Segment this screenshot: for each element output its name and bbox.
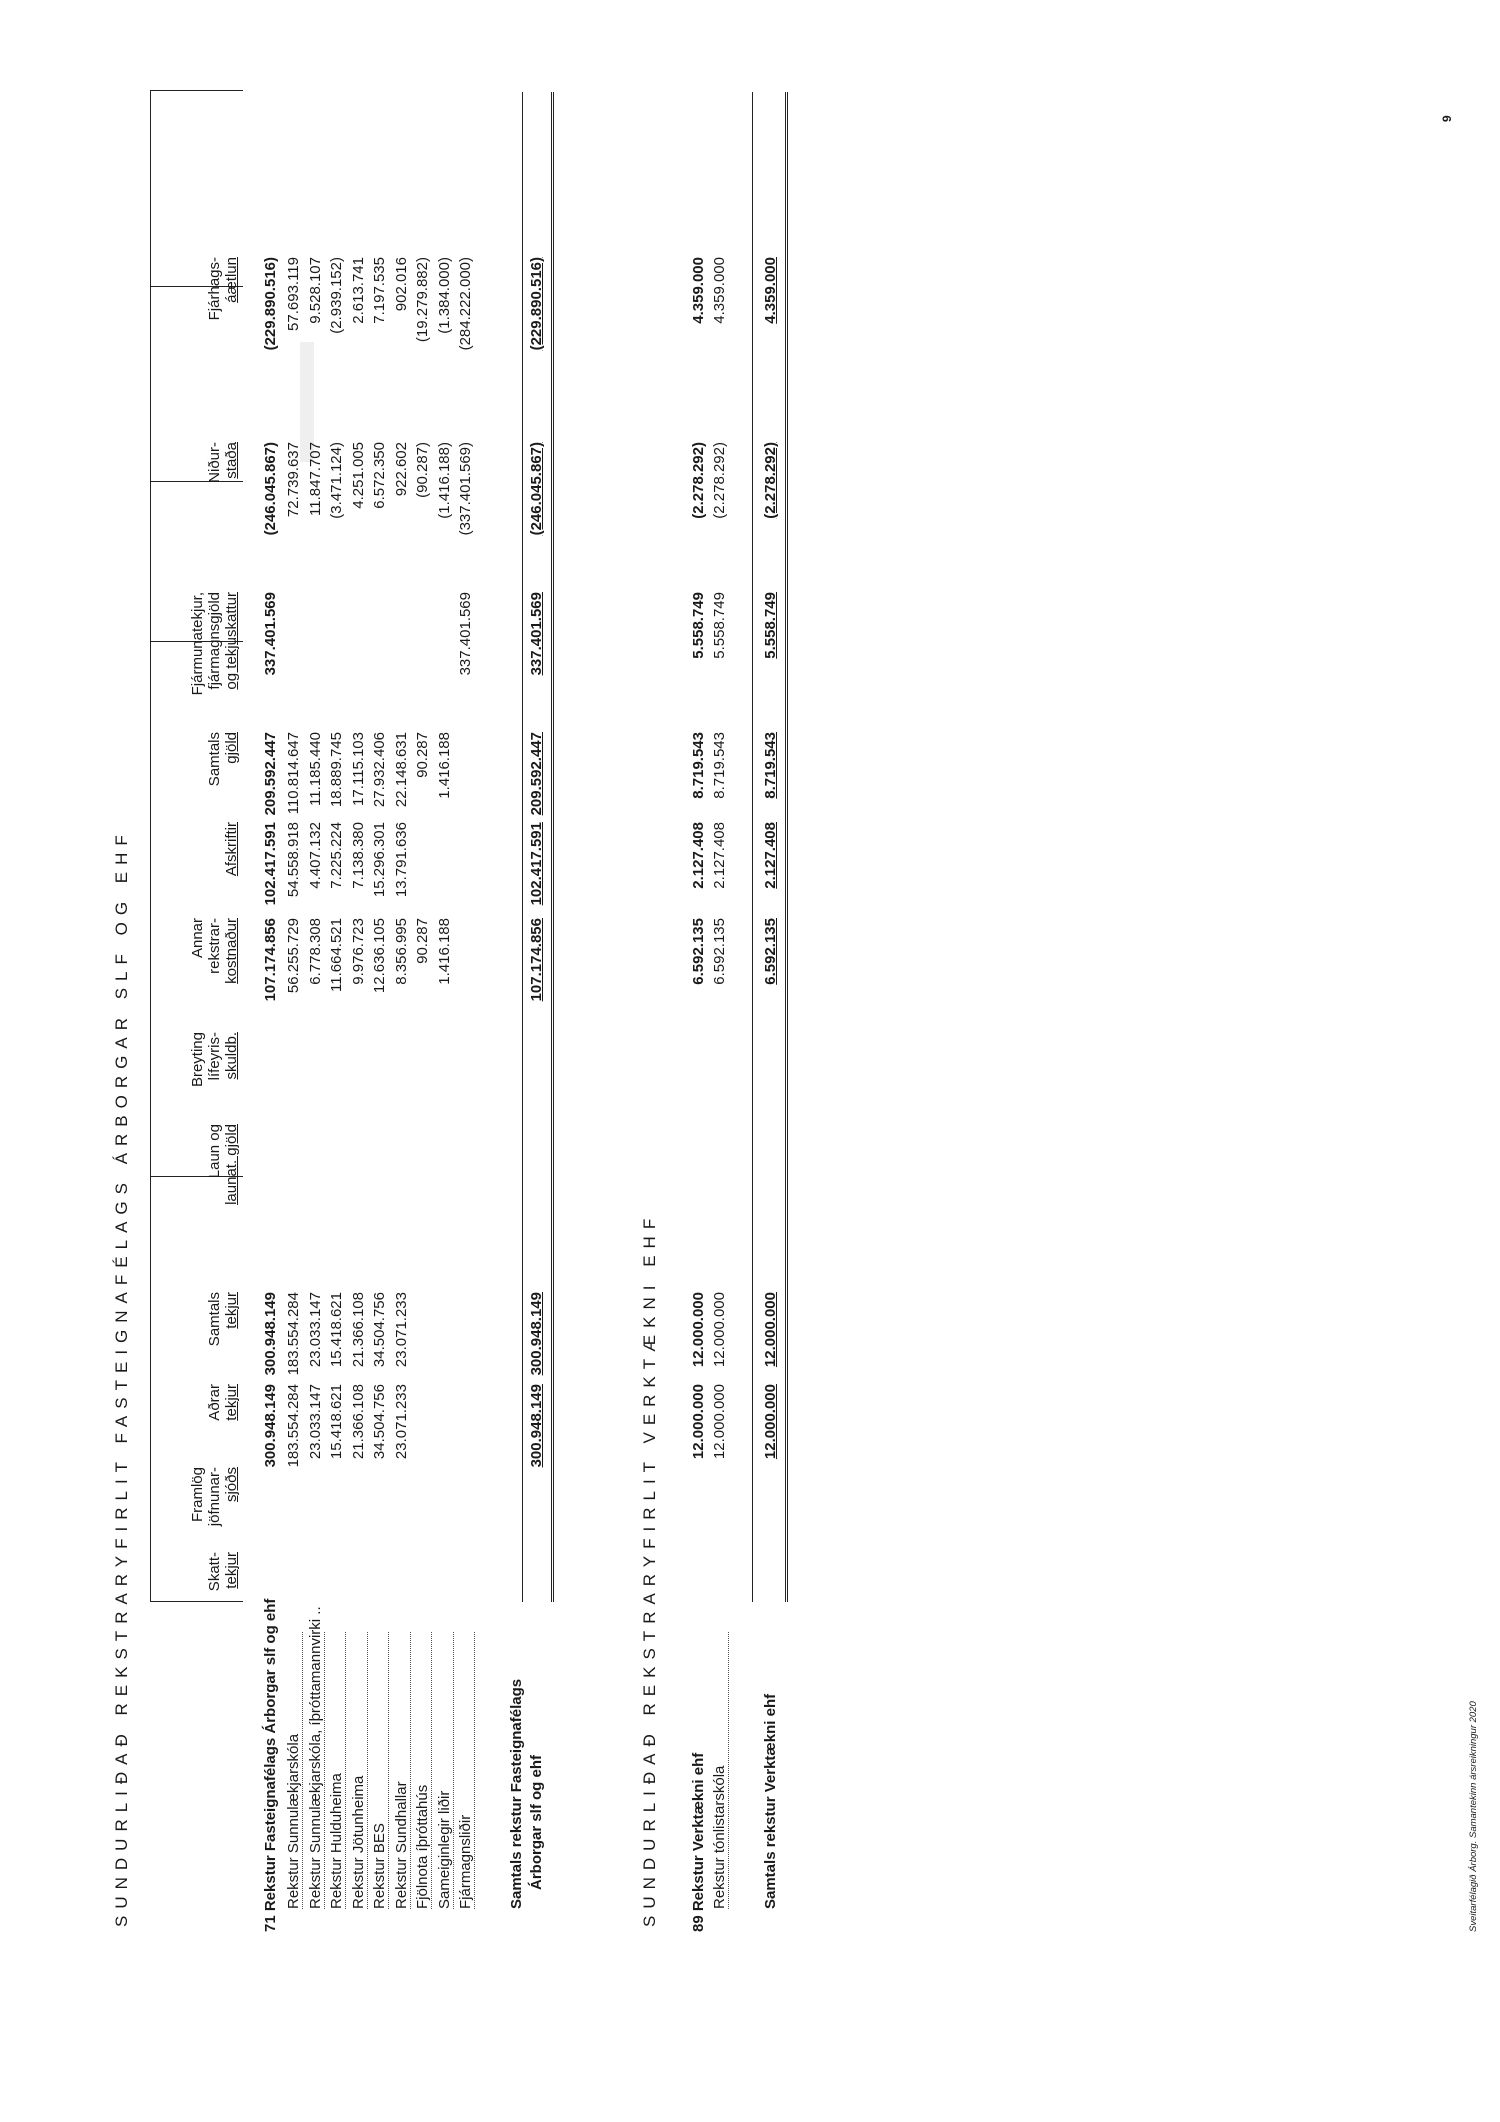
value-cell: 23.033.147 [306,1384,324,1460]
column-header-line: Annar [189,918,206,959]
value-cell: 107.174.856 [262,918,279,1002]
value-cell: 54.558.918 [285,822,302,898]
column-header-line: tekjur [223,1552,240,1589]
row-label: Rekstur Sunnulækjarskóla [285,1632,303,1909]
value-cell: 6.778.308 [306,918,324,985]
row-label: 71 Rekstur Fasteignafélags Árborgar slf og ehf [262,1598,279,1932]
value-cell: 2.127.408 [690,822,707,889]
value-cell: 15.418.621 [328,1292,345,1368]
section-title-fasteignafelag: SUNDURLIÐAÐ REKSTRARYFIRLIT FASTEIGNAFÉLAGS ÁRBORGAR SLF OG EHF [112,828,131,1927]
value-cell: 12.000.000 [690,1292,707,1368]
row-label: Fjármagnsliðir [457,1632,475,1909]
value-cell: 15.296.301 [371,822,388,898]
column-header-10 [189,592,240,742]
value-cell: (90.287) [414,442,431,498]
value-cell: (19.279.882) [414,257,431,343]
table-row [285,0,305,2122]
page-number: 9 [1440,115,1454,122]
column-header-line: tekjur [223,1292,240,1329]
column-header-line: Samtals [206,732,223,787]
value-cell: 12.000.000 [690,1384,707,1460]
value-cell: (2.278.292) [690,442,707,519]
column-header-line: Skatt- [206,1552,223,1592]
row-label: Árborgar slf og ehf [528,1754,545,1890]
column-header-line: lífeyris- [206,1032,223,1081]
total-rule-bottom [551,92,554,1602]
value-cell: 7.197.535 [371,257,388,324]
value-cell: (1.416.188) [435,442,453,519]
value-cell: 4.359.000 [762,257,779,324]
column-header-4 [206,1292,240,1442]
value-cell: 90.287 [414,732,431,778]
column-header-line: skuldb. [223,1032,240,1080]
value-cell: (2.278.292) [711,442,728,519]
value-cell: 922.602 [392,442,410,497]
column-header-line: Niður- [206,442,223,483]
value-cell: 300.948.149 [528,1384,545,1468]
value-cell: 300.948.149 [262,1292,279,1376]
table-row [307,0,327,2122]
value-cell: 90.287 [414,918,431,964]
value-cell: 209.592.447 [528,732,545,816]
value-cell: 11.847.707 [306,442,324,516]
value-cell: 4.359.000 [711,257,728,324]
value-cell: 12.000.000 [711,1292,728,1368]
row-label: 89 Rekstur Verktækni ehf [690,1752,707,1932]
value-cell: 18.889.745 [328,732,345,808]
value-cell: 21.366.108 [349,1292,367,1368]
column-header-line: sjóðs [223,1467,240,1503]
value-cell: 34.504.756 [371,1384,388,1460]
value-cell: 11.664.521 [328,918,345,992]
table-row [436,0,456,2122]
value-cell: 107.174.856 [528,918,545,1002]
value-cell: 17.115.103 [349,732,367,806]
column-header-11 [206,442,240,592]
total-row [762,0,782,2122]
value-cell: 102.417.591 [528,822,545,906]
table-row [350,0,370,2122]
value-cell: 12.000.000 [711,1384,728,1460]
column-header-line: jöfnunar- [206,1467,223,1527]
row-label: Rekstur Jötunheima [350,1632,368,1909]
value-cell: 23.071.233 [392,1292,410,1368]
value-cell: 34.504.756 [371,1292,388,1368]
row-label: Rekstur tónlistarskóla [711,1632,729,1909]
table-row [371,0,391,2122]
value-cell: 8.719.543 [690,732,707,799]
row-label: Fjölnota íþróttahús [414,1632,432,1909]
value-cell: 23.071.233 [392,1384,410,1460]
value-cell: 13.791.636 [392,822,410,898]
table-row [711,0,731,2122]
value-cell: 72.739.637 [285,442,302,518]
row-label: Rekstur Sundhallar [393,1632,411,1909]
column-header-9 [206,732,240,882]
value-cell: (284.222.000) [457,257,474,351]
value-cell: 21.366.108 [349,1384,367,1460]
value-cell: 337.401.569 [528,592,545,676]
value-cell: 1.416.188 [435,918,453,985]
value-cell: 12.000.000 [762,1292,779,1368]
row-label: Samtals rekstur Verktækni ehf [762,1693,779,1909]
value-cell: 2.127.408 [711,822,728,889]
value-cell: 4.359.000 [690,257,707,324]
value-cell: 6.592.135 [690,918,707,985]
row-label: Sameiginlegir liðir [436,1632,454,1909]
table-row [393,0,413,2122]
column-header-line: kostnaður [223,918,240,984]
value-cell: 209.592.447 [262,732,279,816]
row-label: Rekstur BES [371,1632,389,1909]
column-header-line: Samtals [206,1292,223,1347]
value-cell: 23.033.147 [306,1292,324,1368]
value-cell: (229.890.516) [262,257,279,351]
value-cell: 8.356.995 [392,918,410,985]
value-cell: 8.719.543 [711,732,728,799]
value-cell: 7.225.224 [328,822,345,889]
column-header-line: áætlun [223,257,240,303]
value-cell: 6.592.135 [762,918,779,985]
value-cell: 2.127.408 [762,822,779,889]
column-header-line: tekjur [223,1384,240,1421]
column-header-line: rekstrar- [206,918,223,974]
value-cell: 7.138.380 [349,822,367,889]
value-cell: (2.278.292) [762,442,779,519]
value-cell: 183.554.284 [285,1384,302,1468]
total-rule-bottom [785,92,788,1602]
value-cell: 9.976.723 [349,918,367,985]
total-row [528,0,548,2122]
table-row [457,0,477,2122]
column-header-line: og tekjuskattur [223,592,240,690]
column-header-line: Laun og [206,1124,223,1179]
value-cell: 337.401.569 [262,592,279,676]
value-cell: 1.416.188 [435,732,453,799]
value-cell: 902.016 [392,257,410,312]
value-cell: 12.000.000 [762,1384,779,1460]
value-cell: (3.471.124) [328,442,345,519]
value-cell: 4.407.132 [306,822,324,889]
column-header-line: gjöld [223,732,240,764]
value-cell: (246.045.867) [262,442,279,536]
value-cell: 4.251.005 [349,442,367,509]
column-header-line: staða [223,442,240,479]
value-cell: (229.890.516) [528,257,545,351]
value-cell: 15.418.621 [328,1384,345,1460]
value-cell: 300.948.149 [528,1292,545,1376]
total-rule-top [752,92,753,1602]
column-header-line: Aðrar [206,1384,223,1421]
value-cell: 6.572.350 [371,442,388,509]
column-header-line: Fjármunatekjur, [189,592,206,696]
value-cell: 300.948.149 [262,1384,279,1468]
value-cell: 57.693.119 [285,257,302,331]
column-header-line: Breyting [189,1032,206,1088]
column-header-line: Afskriftir [223,822,240,877]
row-label: Samtals rekstur Fasteignafélags [508,1678,525,1909]
value-cell: (1.384.000) [435,257,453,334]
value-cell: 6.592.135 [711,918,728,985]
row-label: Rekstur Hulduheima [328,1632,346,1909]
value-cell: 183.554.284 [285,1292,302,1376]
value-cell: 337.401.569 [457,592,474,676]
value-cell: (337.401.569) [457,442,474,536]
value-cell: 9.528.107 [306,257,324,324]
column-header-line: fjármagnsgjöld [206,592,223,690]
value-cell: 102.417.591 [262,822,279,906]
value-cell: 2.613.741 [349,257,367,324]
value-cell: 56.255.729 [285,918,302,994]
row-label: Rekstur Sunnulækjarskóla, íþróttamannvirki .. [306,1606,324,1909]
value-cell: 5.558.749 [762,592,779,659]
column-header-12 [206,257,240,407]
row-heading [262,0,282,2122]
table-row [414,0,434,2122]
footer-text: Sveitarfélagið Árborg. Samantekinn ársreikningur 2020 [1468,1701,1479,1932]
section-title-verktaekni: SUNDURLIÐAÐ REKSTRARYFIRLIT VERKTÆKNI EHF [640,1211,659,1927]
value-cell: 5.558.749 [711,592,728,659]
row-heading [690,0,710,2122]
total-label-line1 [508,0,528,2122]
column-header-line: launat. gjöld [223,1124,240,1205]
value-cell: 22.148.631 [392,732,410,808]
value-cell: 27.932.406 [371,732,388,808]
column-header-line: Fjárhags- [206,257,223,321]
column-header-line: Framlög [189,1467,206,1523]
value-cell: 5.558.749 [690,592,707,659]
value-cell: 11.185.440 [306,732,324,806]
value-cell: (246.045.867) [528,442,545,536]
value-cell: 8.719.543 [762,732,779,799]
table-row [328,0,348,2122]
value-cell: 110.814.647 [285,732,302,815]
value-cell: 12.636.105 [371,918,388,994]
value-cell: (2.939.152) [328,257,345,334]
